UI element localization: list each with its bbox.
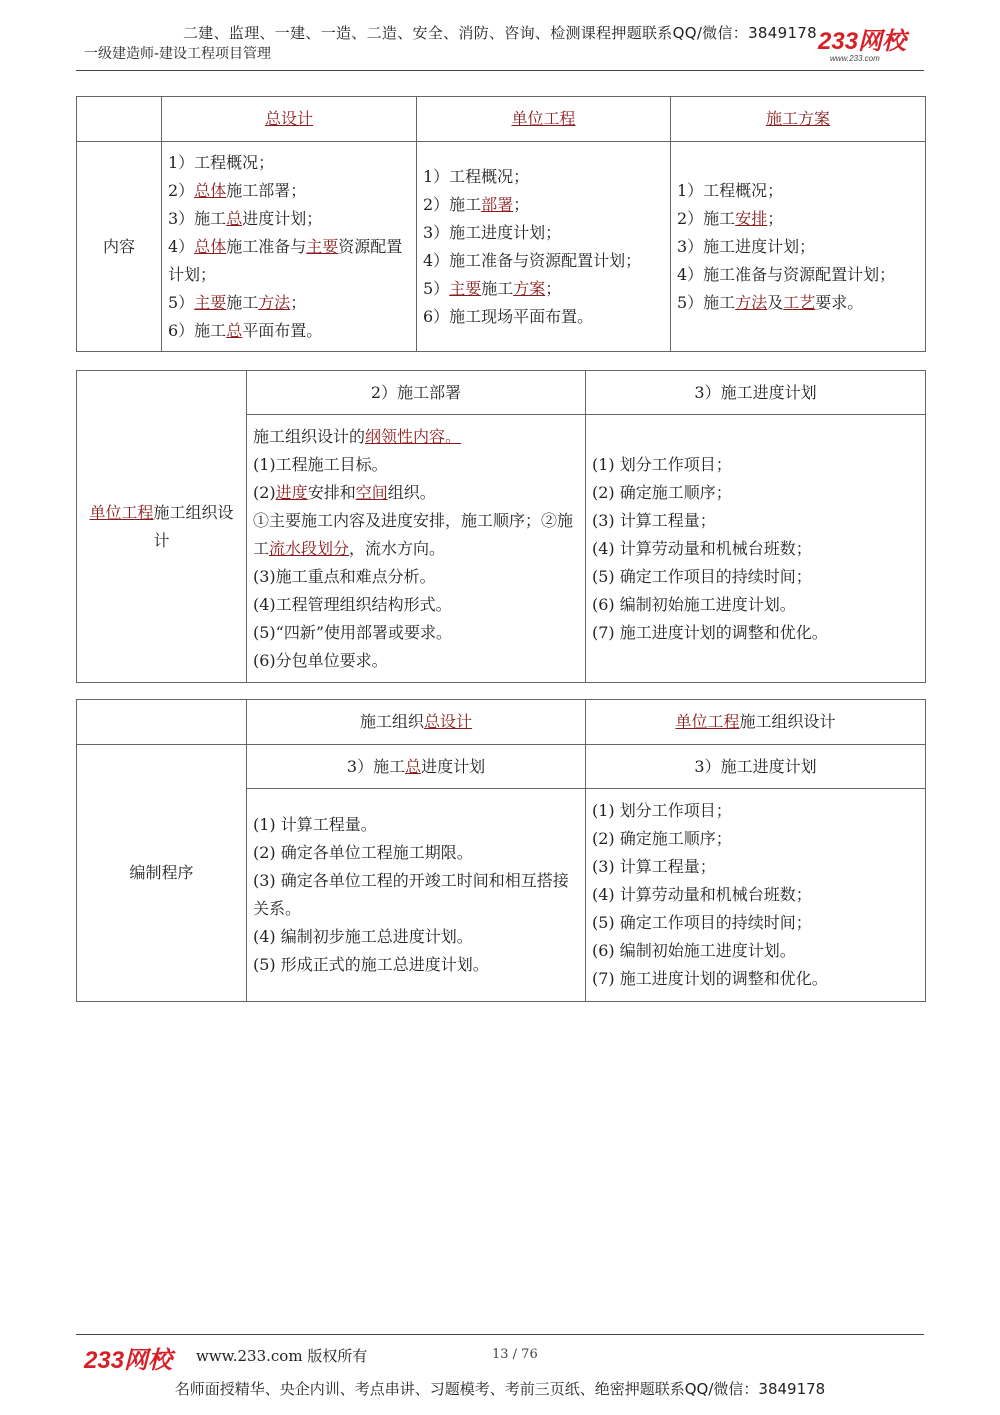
row-label-procedure: 编制程序 [77,745,247,1002]
footer-banner: 名师面授精华、央企内训、考点串讲、习题模考、考前三页纸、绝密押题联系QQ/微信：3849178 [174,1380,826,1398]
list-item: (2) 确定施工顺序； [592,829,732,848]
list-item: (1) 划分工作项目； [592,801,732,820]
list-item: 2）施工安排； [677,208,784,228]
cell-construction-plan-content [671,142,926,352]
corner-cell [77,97,162,142]
list-item: 5）施工方法及工艺要求。 [677,292,864,312]
footer-logo: 233网校 [84,1347,173,1374]
list-item: 施工组织设计的纲领性内容。 [253,426,462,446]
cell-total-procedure-list [247,789,586,1002]
list-item: (6) 编制初始施工进度计划。 [592,941,796,960]
list-item: (7) 施工进度计划的调整和优化。 [592,622,828,642]
list-item: (4)工程管理组织结构形式。 [253,594,452,614]
list-item: (4) 编制初步施工总进度计划。 [253,927,473,946]
list-item: 6）施工总平面布置。 [168,320,323,340]
col-header-construction-plan: 施工方案 [765,109,830,128]
sub-header-total-schedule: 3）施工总进度计划 [247,745,586,789]
procedure-table [76,699,926,1002]
footer-divider [76,1334,924,1335]
list-item: 1）工程概况； [423,166,530,186]
list-item: (6) 编制初始施工进度计划。 [592,594,796,614]
list-item: (2) 确定施工顺序； [592,482,732,502]
content-comparison-table [76,96,926,352]
list-item: (1) 划分工作项目； [592,454,732,474]
list-item: (2)进度安排和空间组织。 [253,482,436,502]
corner-cell [77,700,247,745]
list-item: 5）主要施工方案； [423,278,562,298]
list-item: 3）施工进度计划； [423,222,562,242]
list-item: 2）总体施工部署； [168,180,307,200]
header-banner: 二建、监理、一建、一造、二造、安全、消防、咨询、检测课程押题联系QQ/微信：3849178 [183,24,817,42]
list-item: 3）施工总进度计划； [168,208,323,228]
cell-unit-procedure-list [586,789,926,1002]
unit-design-table [76,370,926,683]
row-label-unit-design [77,371,247,683]
list-item: (5) 确定工作项目的持续时间； [592,566,812,586]
list-item: ①主要施工内容及进度安排，施工顺序；②施工流水段划分，流水方向。 [253,510,574,558]
list-item: (1)工程施工目标。 [253,454,388,474]
list-item: 6）施工现场平面布置。 [423,306,594,326]
footer-url[interactable]: www.233.com 版权所有 [196,1347,368,1365]
col-header-total-design: 总设计 [264,109,313,128]
list-item: 4）总体施工准备与主要资源配置计划； [168,236,403,284]
sub-header-schedule: 3）施工进度计划 [586,745,926,789]
list-item: (4) 计算劳动量和机械台班数； [592,538,812,558]
row-label-design: 施工组织设计 [153,502,234,550]
list-item: (3) 计算工程量； [592,510,716,530]
list-item: (5) 形成正式的施工总进度计划。 [253,955,489,974]
list-item: 2）施工部署； [423,194,530,214]
col-header-unit-project: 单位工程 [511,109,576,128]
list-item: (3)施工重点和难点分析。 [253,566,436,586]
row-label-unit-project: 单位工程 [89,502,154,522]
list-item: (3) 计算工程量； [592,857,716,876]
list-item: (5)“四新”使用部署或要求。 [253,622,453,642]
subject-title: 一级建造师-建设工程项目管理 [84,46,272,62]
col-header-deployment: 2）施工部署 [247,371,586,415]
list-item: (4) 计算劳动量和机械台班数； [592,885,812,904]
list-item: 3）施工进度计划； [677,236,816,256]
cell-unit-project-content [417,142,671,352]
list-item: 1）工程概况； [677,180,784,200]
cell-total-design-content [162,142,417,352]
row-label-content: 内容 [77,142,162,352]
col-header-unit-org-design: 单位工程施工组织设计 [586,700,926,745]
list-item: (6)分包单位要求。 [253,650,388,670]
list-item: 1）工程概况； [168,152,275,172]
col-header-total-org-design: 施工组织总设计 [247,700,586,745]
list-item: 5）主要施工方法； [168,292,307,312]
page-number: 13 / 76 [492,1347,538,1362]
header-divider [76,70,924,71]
cell-deployment-list [247,415,586,683]
list-item: (5) 确定工作项目的持续时间； [592,913,812,932]
list-item: (3) 确定各单位工程的开竣工时间和相互搭接关系。 [253,871,569,918]
cell-schedule-list [586,415,926,683]
list-item: (7) 施工进度计划的调整和优化。 [592,969,828,988]
list-item: 4）施工准备与资源配置计划； [423,250,642,270]
site-logo [818,30,906,63]
list-item: (2) 确定各单位工程施工期限。 [253,843,473,862]
col-header-schedule: 3）施工进度计划 [586,371,926,415]
logo-url: www.233.com [830,54,880,63]
list-item: (1) 计算工程量。 [253,815,377,834]
logo-text: 233网校 [818,28,907,55]
list-item: 4）施工准备与资源配置计划； [677,264,896,284]
